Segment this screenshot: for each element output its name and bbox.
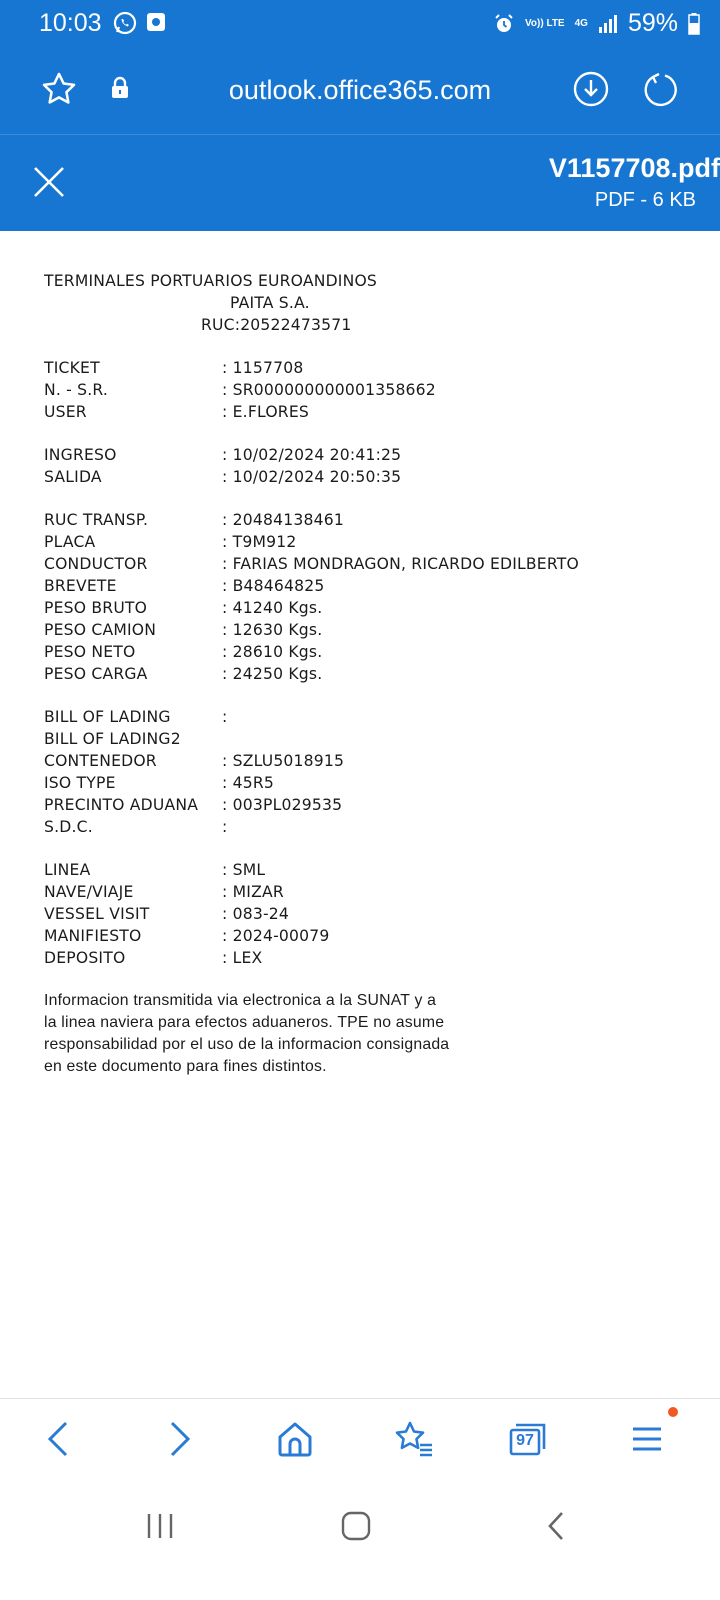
field-row	[44, 531, 684, 553]
bookmarks-icon[interactable]	[392, 1419, 436, 1459]
field-label: LINEA	[44, 861, 91, 879]
tabs-button[interactable]	[508, 1421, 548, 1457]
field-row	[44, 575, 684, 597]
field-value: : 083-24	[222, 905, 290, 923]
field-value: : SML	[222, 861, 266, 879]
note-line: la linea naviera para efectos aduaneros. TPE no asume	[44, 1014, 445, 1031]
attachment-meta: PDF - 6 KB	[594, 189, 696, 211]
tabs-count: 97	[516, 1432, 534, 1449]
attachment-header	[0, 135, 720, 231]
forward-icon[interactable]	[162, 1419, 196, 1459]
field-value: : 41240 Kgs.	[222, 599, 323, 617]
field-row	[44, 663, 684, 685]
company-name-2: PAITA S.A.	[230, 294, 310, 312]
field-row	[44, 444, 684, 466]
field-row	[44, 706, 684, 728]
browser-bottom-toolbar	[0, 1398, 720, 1485]
field-row	[44, 925, 684, 947]
note-line: responsabilidad por el uso de la informacion consignada	[44, 1036, 450, 1053]
field-value: : 1157708	[222, 359, 304, 377]
volte-indicator: Vo)) LTE	[524, 17, 565, 29]
field-label: RUC TRANSP.	[44, 511, 149, 529]
field-value: : FARIAS MONDRAGON, RICARDO EDILBERTO	[222, 555, 579, 573]
field-row	[44, 641, 684, 663]
field-row	[44, 597, 684, 619]
field-value: : MIZAR	[222, 883, 284, 901]
alarm-icon	[493, 13, 515, 35]
field-row	[44, 947, 684, 969]
field-value: : LEX	[222, 949, 263, 967]
field-row	[44, 794, 684, 816]
field-label: BREVETE	[44, 577, 117, 595]
field-label: SALIDA	[44, 468, 102, 486]
field-row	[44, 816, 684, 838]
field-value: : 2024-00079	[222, 927, 330, 945]
field-row	[44, 728, 684, 750]
back-icon[interactable]	[42, 1419, 76, 1459]
field-value: : E.FLORES	[222, 403, 309, 421]
field-value: : 12630 Kgs.	[222, 621, 323, 639]
field-row	[44, 881, 684, 903]
note-line: en este documento para fines distintos.	[44, 1058, 327, 1075]
field-row	[44, 903, 684, 925]
field-label: TICKET	[44, 359, 100, 377]
field-label: INGRESO	[44, 446, 117, 464]
field-row	[44, 401, 684, 423]
field-row	[44, 859, 684, 881]
field-label: N. - S.R.	[44, 381, 109, 399]
status-time: 10:03	[39, 9, 102, 37]
home-icon[interactable]	[276, 1419, 314, 1459]
pdf-document	[44, 270, 684, 1078]
field-row	[44, 772, 684, 794]
field-label: PESO CAMION	[44, 621, 157, 639]
field-row	[44, 619, 684, 641]
menu-icon[interactable]	[630, 1419, 664, 1459]
field-label: PESO CARGA	[44, 665, 148, 683]
system-navigation-bar	[0, 1484, 720, 1600]
network-type: 4G	[574, 17, 588, 29]
company-ruc: RUC:20522473571	[201, 316, 352, 334]
note-line: Informacion transmitida via electronica a la SUNAT y a	[44, 992, 437, 1009]
attachment-filename: V1157708.pdf	[548, 153, 720, 183]
field-label: PRECINTO ADUANA	[44, 796, 199, 814]
status-bar	[0, 0, 720, 50]
field-label: PESO NETO	[44, 643, 136, 661]
field-value: : 24250 Kgs.	[222, 665, 323, 683]
field-value: : SR000000000001358662	[222, 381, 436, 399]
battery-percent: 59%	[627, 9, 678, 37]
url-text[interactable]: outlook.office365.com	[228, 75, 492, 105]
field-value: :	[222, 708, 228, 726]
field-value: : 45R5	[222, 774, 275, 792]
field-row	[44, 553, 684, 575]
whatsapp-icon	[113, 11, 137, 35]
field-value: : 28610 Kgs.	[222, 643, 323, 661]
field-row	[44, 750, 684, 772]
field-label: CONDUCTOR	[44, 555, 148, 573]
reload-icon[interactable]	[641, 70, 679, 108]
battery-icon	[688, 13, 700, 35]
menu-notification-badge	[668, 1407, 678, 1417]
notification-app-icon	[145, 11, 167, 33]
browser-address-bar	[0, 50, 720, 135]
field-row	[44, 466, 684, 488]
field-value: : T9M912	[222, 533, 297, 551]
download-icon[interactable]	[572, 70, 610, 108]
field-label: BILL OF LADING	[44, 708, 171, 726]
field-label: MANIFIESTO	[44, 927, 142, 945]
field-label: S.D.C.	[44, 818, 93, 836]
field-label: ISO TYPE	[44, 774, 116, 792]
field-value: :	[222, 818, 228, 836]
field-value: : B48464825	[222, 577, 325, 595]
field-label: USER	[44, 403, 87, 421]
close-icon[interactable]	[32, 165, 66, 199]
field-row	[44, 509, 684, 531]
field-row	[44, 379, 684, 401]
recent-apps-icon[interactable]	[144, 1510, 176, 1542]
document-header	[44, 270, 684, 336]
field-value: : 10/02/2024 20:50:35	[222, 468, 402, 486]
signal-icon	[598, 15, 618, 33]
field-label: NAVE/VIAJE	[44, 883, 134, 901]
field-label: VESSEL VISIT	[44, 905, 150, 923]
field-label: PLACA	[44, 533, 96, 551]
home-system-icon[interactable]	[340, 1510, 372, 1542]
field-value: : 10/02/2024 20:41:25	[222, 446, 402, 464]
field-label: BILL OF LADING2	[44, 730, 181, 748]
field-value: : 20484138461	[222, 511, 344, 529]
field-value: : SZLU5018915	[222, 752, 345, 770]
back-system-icon[interactable]	[542, 1510, 570, 1542]
field-label: PESO BRUTO	[44, 599, 148, 617]
disclaimer-note	[44, 990, 504, 1078]
company-name: TERMINALES PORTUARIOS EUROANDINOS	[44, 272, 378, 290]
field-value: : 003PL029535	[222, 796, 343, 814]
field-label: DEPOSITO	[44, 949, 126, 967]
field-row	[44, 357, 684, 379]
field-label: CONTENEDOR	[44, 752, 157, 770]
